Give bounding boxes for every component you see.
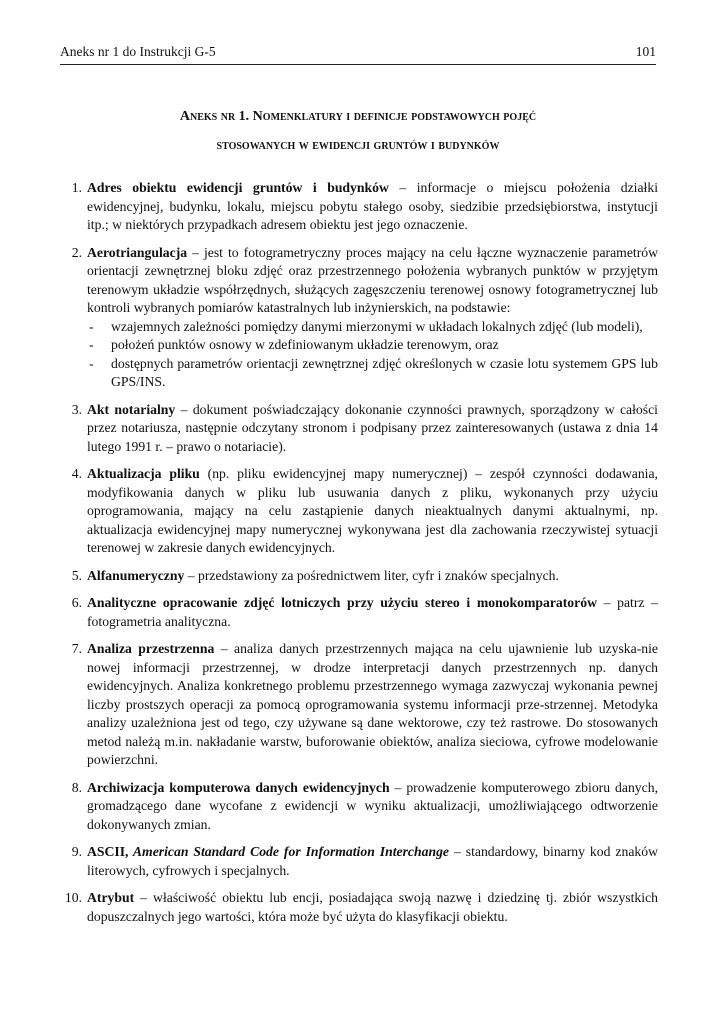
definition-term: Analityczne opracowanie zdjęć lotniczych przy użyciu stereo i monokomparatorów <box>87 595 597 610</box>
definition-text: – prowadzenie komputerowego zbioru danych, gromadzącego dane wycofane z ewidencji w wyniku aktualizacji, umożliwiającego odtworzenie dokonywanych zmian. <box>87 779 658 832</box>
definition-text: – dokument poświadczający dokonanie czynności prawnych, sporządzony w całości przez notariusza, następnie odczytany stronom i podpisany przez zainteresowanych (ustawa z dnia 14 lutego 1991 r. – prawo o notariacie). <box>87 401 658 454</box>
item-number: 10. <box>64 890 82 905</box>
definition-item <box>60 594 658 631</box>
definition-text: – jest to fotogrametryczny proces mający na celu łączne wyznaczenie parametrów orientacji zewnętrznej bloku zdjęć oraz przestrzennego położenia wybranych punktów w przyjętym terenowym układzie współrzędnych, służących zagęszczeniu terenowej osnowy fotogrametrycznej lub kontroli wybranych pomiarów katastralnych lub inżynierskich, na podstawie: <box>87 244 658 315</box>
definition-item <box>60 465 658 558</box>
item-number: 6. <box>71 595 82 610</box>
item-number: 2. <box>71 244 82 260</box>
item-number: 8. <box>71 779 82 795</box>
item-number: 9. <box>71 844 82 859</box>
definition-item <box>60 179 658 235</box>
definition-term: Archiwizacja komputerowa danych ewidencyjnych <box>87 779 390 795</box>
definition-term: Adres obiektu ewidencji gruntów i budynków <box>87 180 389 195</box>
definition-term: Alfanumeryczny <box>87 567 185 583</box>
item-number: 5. <box>71 567 82 583</box>
definition-item <box>60 640 658 770</box>
definition-item <box>60 567 658 586</box>
sub-list <box>87 318 658 392</box>
definition-term: Aktualizacja pliku <box>87 466 200 481</box>
annex-title <box>60 102 656 160</box>
definition-text: – patrz – fotogrametria analityczna. <box>87 595 658 629</box>
running-header <box>60 44 656 65</box>
definition-text: (np. pliku ewidencyjnej mapy numerycznej) – zespół czynności dodawania, modyfikowania danych w pliku lub usuwania danych z pliku, wykonanych przy użyciu oprogramowania, mający na celu zastąpienie danych nieaktualnych danymi aktualnymi, np. aktualizacja ewidencyjnej mapy numerycznej wykonywana jest dla zachowania rzeczywistej sytuacji terenowej w zakresie danych ewidencyjnych. <box>87 466 658 555</box>
definition-term: ASCII, <box>87 844 129 859</box>
definition-text: – standardowy, binarny kod znaków literowych, cyfrowych i specjalnych. <box>87 844 658 878</box>
sub-item: - dostępnych parametrów orientacji zewnętrznej zdjęć określonych w czasie lotu systemem GPS lub GPS/INS. <box>89 355 658 389</box>
definition-text: – informacje o miejscu położenia działki ewidencyjnej, budynku, lokalu, miejscu pobytu stałego osoby, siedzibie przedsiębiorstwa, instytucji itp.; w niektórych przypadkach adresem obiektu jest jego oznaczenie. <box>87 180 658 232</box>
definition-term: Akt notarialny <box>87 401 176 417</box>
sub-item: - położeń punktów osnowy w zdefiniowanym układzie terenowym, oraz <box>89 337 499 352</box>
definition-item <box>60 843 658 880</box>
item-number: 4. <box>71 466 82 481</box>
definitions-list <box>60 179 658 935</box>
definition-term: Analiza przestrzenna <box>87 641 215 656</box>
annex-title-line-2: stosowanych w ewidencji gruntów i budynków <box>216 138 500 153</box>
definition-text: – przedstawiony za pośrednictwem liter, cyfr i znaków specjalnych. <box>184 567 559 583</box>
definition-text: – właściwość obiektu lub encji, posiadająca swoją nazwę i dziedzinę tj. zbiór wszystkich dopuszczalnych jego wartości, która może być użyta do klasyfikacji obiektu. <box>87 890 658 924</box>
definition-item <box>60 779 658 835</box>
item-number: 7. <box>71 641 82 656</box>
definition-item <box>60 401 658 457</box>
definition-item <box>60 889 658 926</box>
page-number: 101 <box>635 44 656 59</box>
sub-item: - wzajemnych zależności pomiędzy danymi mierzonymi w układach lokalnych zdjęć (lub modeli), <box>89 318 643 334</box>
header-title: Aneks nr 1 do Instrukcji G-5 <box>60 44 216 59</box>
item-number: 1. <box>71 180 82 195</box>
definition-term: Atrybut <box>87 890 135 905</box>
definition-text: – analiza danych przestrzennych mająca na celu ujawnienie lub uzyska-nie nowej informacji przestrzennej, w drodze interpretacji danych przestrzennych np. danych ewidencyjnych. Analiza konkretnego problemu przestrzennego wymaga zazwyczaj wykonania pewnej liczby prostszych operacji za pomocą oprogramowania systemu informacji prze-strzennej. Metodyka analizy uzależniona jest od tego, czy używane są dane wektorowe, czy też rastrowe. Do stosowanych metod należą m.in. nakładanie warstw, buforowanie obiektów, analiza sieciowa, cyfrowe modelowanie powierzchni. <box>87 641 658 767</box>
definition-item <box>60 244 658 392</box>
item-number: 3. <box>71 401 82 417</box>
definition-term-italic: American Standard Code for Information Interchange <box>128 844 449 859</box>
annex-title-line-1: Aneks nr 1. Nomenklatury i definicje podstawowych pojęć <box>179 109 537 124</box>
definition-term: Aerotriangulacja <box>87 244 188 260</box>
